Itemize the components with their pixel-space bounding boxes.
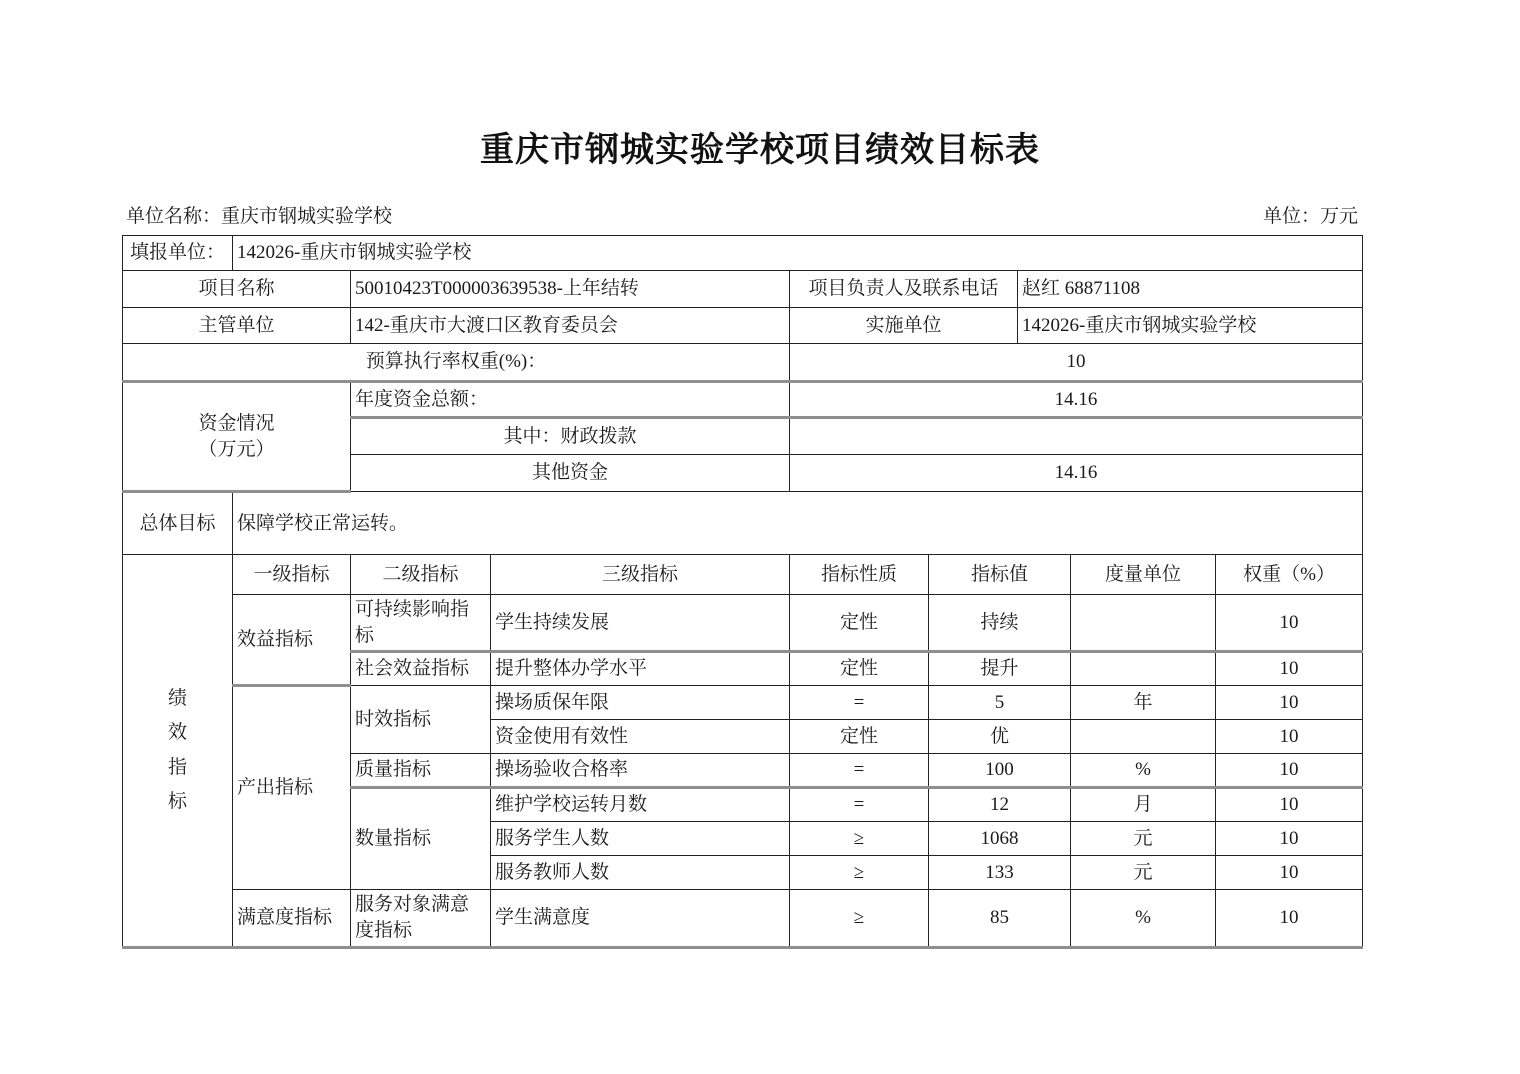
unit-cell: 元 [1071,856,1216,890]
nature-cell: 定性 [790,652,929,686]
unit-name-text: 单位名称：重庆市钢城实验学校 [126,206,393,227]
level3-cell: 学生持续发展 [491,595,790,652]
value-cell: 优 [929,720,1071,754]
table-row [123,271,1363,308]
supervisor-unit-label: 主管单位 [123,308,351,344]
other-funds-value: 14.16 [790,455,1363,492]
weight-cell: 10 [1216,720,1363,754]
level2-cell: 可持续影响指标 [351,595,491,652]
budget-weight-value: 10 [790,344,1363,382]
nature-cell: 定性 [790,595,929,652]
value-cell: 100 [929,754,1071,788]
level2-cell: 服务对象满意度指标 [351,890,491,947]
level1-cell: 效益指标 [233,595,351,686]
level2-cell: 数量指标 [351,788,491,890]
header-level2: 二级指标 [351,555,491,595]
unit-cell [1071,652,1216,686]
implementing-unit-label: 实施单位 [790,308,1018,344]
weight-cell: 10 [1216,754,1363,788]
meta-row [122,201,1362,228]
indicator-row [123,686,1363,720]
weight-cell: 10 [1216,890,1363,947]
level1-cell: 满意度指标 [233,890,351,947]
nature-cell: = [790,686,929,720]
document-content [122,201,1362,949]
unit-cell: 月 [1071,788,1216,822]
header-unit: 度量单位 [1071,555,1216,595]
value-cell: 持续 [929,595,1071,652]
overall-goal-value: 保障学校正常运转。 [233,492,1363,555]
header-value: 指标值 [929,555,1071,595]
other-funds-label: 其他资金 [351,455,790,492]
unit-cell: % [1071,890,1216,947]
unit-cell [1071,720,1216,754]
project-name-label: 项目名称 [123,271,351,308]
nature-cell: 定性 [790,720,929,754]
level3-cell: 学生满意度 [491,890,790,947]
table-row [123,236,1363,271]
value-cell: 提升 [929,652,1071,686]
level3-cell: 维护学校运转月数 [491,788,790,822]
performance-target-table [122,235,1363,949]
level2-cell: 质量指标 [351,754,491,788]
indicator-header-row [123,555,1363,595]
weight-cell: 10 [1216,595,1363,652]
reporting-unit-label: 填报单位： [123,236,233,271]
funding-section-label: 资金情况 （万元） [123,382,351,492]
indicator-row [123,890,1363,947]
level2-cell: 社会效益指标 [351,652,491,686]
annual-total-label: 年度资金总额： [351,382,790,418]
nature-cell: = [790,754,929,788]
unit-cell: % [1071,754,1216,788]
annual-total-value: 14.16 [790,382,1363,418]
unit-cell: 元 [1071,822,1216,856]
weight-cell: 10 [1216,652,1363,686]
fiscal-allocation-label: 其中：财政拨款 [351,418,790,455]
header-level3: 三级指标 [491,555,790,595]
value-cell: 5 [929,686,1071,720]
unit-cell [1071,595,1216,652]
overall-goal-label: 总体目标 [123,492,233,555]
header-level1: 一级指标 [233,555,351,595]
table-row [123,344,1363,382]
value-cell: 85 [929,890,1071,947]
indicator-row [123,595,1363,652]
weight-cell: 10 [1216,686,1363,720]
header-weight: 权重（%） [1216,555,1363,595]
nature-cell: ≥ [790,856,929,890]
implementing-unit-value: 142026-重庆市钢城实验学校 [1018,308,1363,344]
value-cell: 12 [929,788,1071,822]
level2-cell: 时效指标 [351,686,491,754]
page-title: 重庆市钢城实验学校项目绩效目标表 [480,132,1040,169]
level3-cell: 操场质保年限 [491,686,790,720]
level3-cell: 资金使用有效性 [491,720,790,754]
weight-cell: 10 [1216,856,1363,890]
level1-cell: 产出指标 [233,686,351,890]
table-row [123,308,1363,344]
nature-cell: ≥ [790,822,929,856]
unit-cell: 年 [1071,686,1216,720]
fiscal-allocation-value [790,418,1363,455]
weight-cell: 10 [1216,822,1363,856]
level3-cell: 提升整体办学水平 [491,652,790,686]
level3-cell: 服务学生人数 [491,822,790,856]
table-row [123,492,1363,555]
project-name-value: 50010423T000003639538-上年结转 [351,271,790,308]
currency-unit-text: 单位：万元 [1262,206,1358,227]
nature-cell: ≥ [790,890,929,947]
value-cell: 133 [929,856,1071,890]
header-nature: 指标性质 [790,555,929,595]
table-row [123,382,1363,418]
value-cell: 1068 [929,822,1071,856]
project-leader-value: 赵红 68871108 [1018,271,1363,308]
supervisor-unit-value: 142-重庆市大渡口区教育委员会 [351,308,790,344]
nature-cell: = [790,788,929,822]
project-leader-label: 项目负责人及联系电话 [790,271,1018,308]
level3-cell: 服务教师人数 [491,856,790,890]
reporting-unit-value: 142026-重庆市钢城实验学校 [233,236,1363,271]
level3-cell: 操场验收合格率 [491,754,790,788]
performance-indicator-section-label: 绩 效 指 标 [123,555,233,948]
budget-weight-label: 预算执行率权重(%)： [123,344,790,382]
weight-cell: 10 [1216,788,1363,822]
